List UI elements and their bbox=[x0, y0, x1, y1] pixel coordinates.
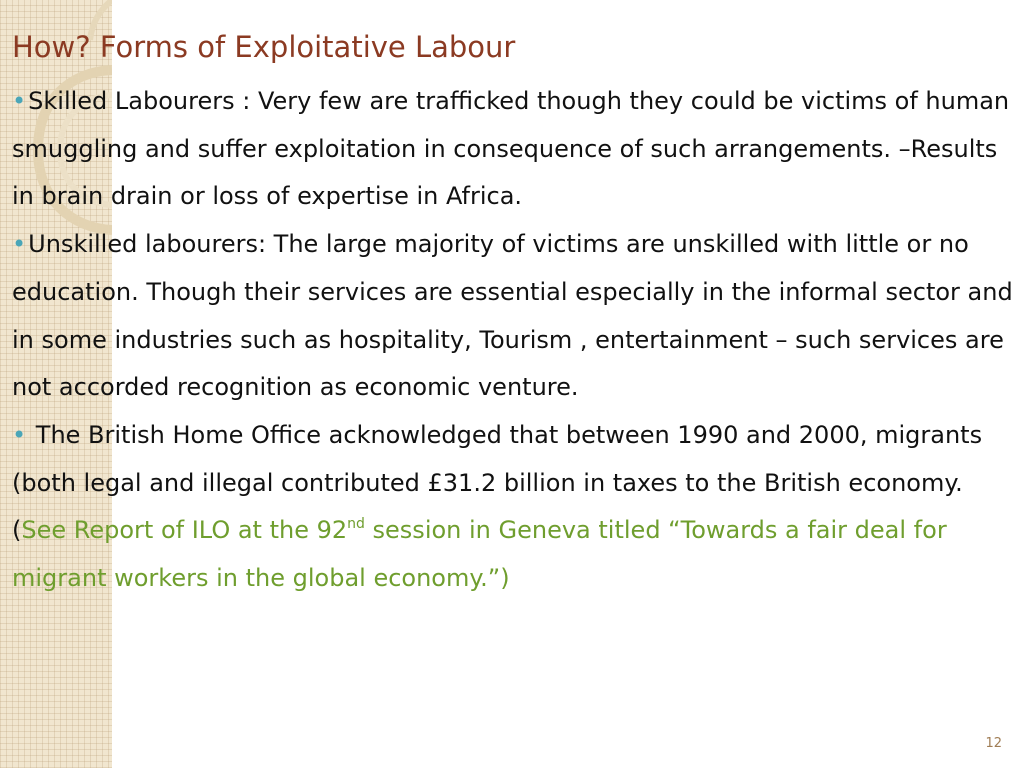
slide-body bbox=[12, 78, 1016, 768]
bullet-icon: • bbox=[12, 420, 27, 449]
bullet-unskilled-labourers bbox=[12, 221, 1016, 412]
bullet-text: Unskilled labourers: The large majority of victims are unskilled with little or no education. Though their services are essential especially in the informal sector and in some industries such as hospitality, Tourism , entertainment – such services are not accorded recognition as economic venture. bbox=[12, 230, 1013, 402]
bullet-british-home-office bbox=[12, 412, 1016, 507]
citation-ilo-report bbox=[12, 507, 1016, 602]
citation-text-part1: See Report of ILO at the 92 bbox=[21, 516, 348, 545]
citation-open-paren: ( bbox=[12, 516, 22, 545]
bullet-icon: • bbox=[12, 87, 27, 115]
bullet-text: The British Home Office acknowledged that between 1990 and 2000, migrants (both legal and illegal contributed £31.2 billion in taxes to the British economy. bbox=[12, 420, 983, 497]
bullet-skilled-labourers bbox=[12, 78, 1016, 221]
citation-superscript: nd bbox=[347, 516, 365, 533]
page-number: 12 bbox=[985, 736, 1002, 751]
bullet-icon: • bbox=[12, 230, 27, 259]
citation-text-part2: session in Geneva titled “Towards a fair deal for migrant workers in the global economy.”) bbox=[12, 516, 947, 593]
bullet-text: Skilled Labourers : Very few are trafficked though they could be victims of human smuggling and suffer exploitation in consequence of such arrangements. –Results in brain drain or loss of expertise in Africa. bbox=[12, 87, 1010, 211]
slide-title: How? Forms of Exploitative Labour bbox=[12, 30, 516, 64]
